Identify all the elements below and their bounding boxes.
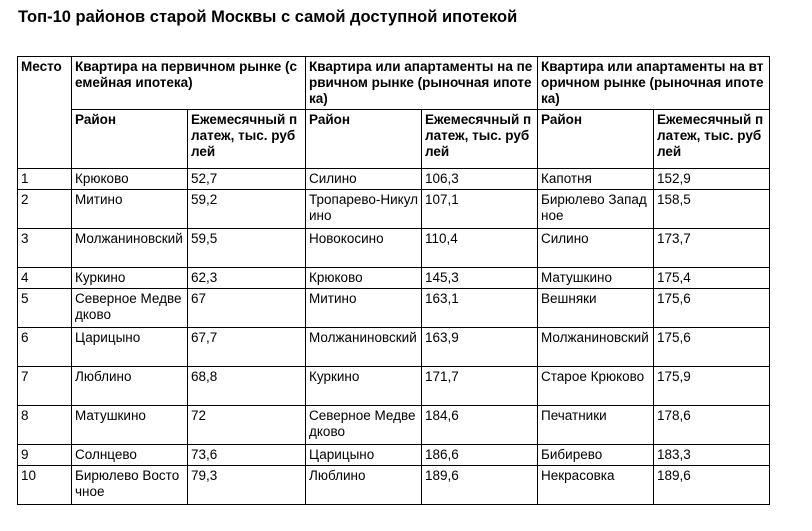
table-row xyxy=(18,289,770,328)
district-cell: Бибирево xyxy=(538,445,654,466)
payment-cell: 106,3 xyxy=(422,169,538,190)
place-cell: 5 xyxy=(18,289,72,328)
payment-cell: 67,7 xyxy=(188,328,306,367)
place-cell: 3 xyxy=(18,229,72,268)
district-cell: Капотня xyxy=(538,169,654,190)
payment-cell: 59,5 xyxy=(188,229,306,268)
place-cell: 7 xyxy=(18,367,72,406)
district-cell: Силино xyxy=(306,169,422,190)
table-row xyxy=(18,367,770,406)
payment-cell: 110,4 xyxy=(422,229,538,268)
table-row xyxy=(18,229,770,268)
payment-cell: 107,1 xyxy=(422,190,538,229)
payment-cell: 62,3 xyxy=(188,268,306,289)
place-cell: 4 xyxy=(18,268,72,289)
district-cell: Люблино xyxy=(72,367,188,406)
payment-cell: 178,6 xyxy=(654,406,770,445)
district-cell: Митино xyxy=(72,190,188,229)
place-cell: 9 xyxy=(18,445,72,466)
payment-cell: 183,3 xyxy=(654,445,770,466)
payment-cell: 72 xyxy=(188,406,306,445)
district-cell: Митино xyxy=(306,289,422,328)
payment-cell: 175,6 xyxy=(654,289,770,328)
payment-cell: 186,6 xyxy=(422,445,538,466)
district-cell: Бирюлево Восточное xyxy=(72,466,188,505)
district-cell: Силино xyxy=(538,229,654,268)
payment-cell: 145,3 xyxy=(422,268,538,289)
group-header-row xyxy=(18,57,770,110)
page-title: Топ-10 районов старой Москвы с самой доступной ипотекой xyxy=(18,8,518,26)
payment-cell: 79,3 xyxy=(188,466,306,505)
district-cell: Царицыно xyxy=(306,445,422,466)
district-cell: Матушкино xyxy=(72,406,188,445)
district-cell: Молжаниновский xyxy=(72,229,188,268)
district-cell: Вешняки xyxy=(538,289,654,328)
district-cell: Печатники xyxy=(538,406,654,445)
district-cell: Царицыно xyxy=(72,328,188,367)
payment-cell: 73,6 xyxy=(188,445,306,466)
place-cell: 10 xyxy=(18,466,72,505)
sub-header-row xyxy=(18,110,770,169)
table-row xyxy=(18,190,770,229)
district-cell: Бирюлево Западное xyxy=(538,190,654,229)
payment-header: Ежемесячный платеж, тыс. рублей xyxy=(654,110,770,169)
district-header: Район xyxy=(306,110,422,169)
district-cell: Матушкино xyxy=(538,268,654,289)
table-row xyxy=(18,445,770,466)
district-cell: Люблино xyxy=(306,466,422,505)
payment-cell: 175,9 xyxy=(654,367,770,406)
payment-cell: 52,7 xyxy=(188,169,306,190)
district-cell: Крюково xyxy=(306,268,422,289)
group-header-secondary-market: Квартира или апартаменты на вторичном рынке (рыночная ипотека) xyxy=(538,57,770,110)
payment-cell: 184,6 xyxy=(422,406,538,445)
payment-header: Ежемесячный платеж, тыс. рублей xyxy=(422,110,538,169)
payment-header: Ежемесячный платеж, тыс. рублей xyxy=(188,110,306,169)
payment-cell: 171,7 xyxy=(422,367,538,406)
district-cell: Тропарево-Никулино xyxy=(306,190,422,229)
payment-cell: 158,5 xyxy=(654,190,770,229)
mortgage-table xyxy=(17,56,770,505)
place-header: Место xyxy=(18,57,72,169)
payment-cell: 59,2 xyxy=(188,190,306,229)
district-cell: Старое Крюково xyxy=(538,367,654,406)
district-cell: Новокосино xyxy=(306,229,422,268)
payment-cell: 152,9 xyxy=(654,169,770,190)
table-row xyxy=(18,466,770,505)
table-row xyxy=(18,268,770,289)
payment-cell: 173,7 xyxy=(654,229,770,268)
district-cell: Северное Медведково xyxy=(72,289,188,328)
payment-cell: 68,8 xyxy=(188,367,306,406)
district-cell: Куркино xyxy=(306,367,422,406)
payment-cell: 175,4 xyxy=(654,268,770,289)
table-row xyxy=(18,328,770,367)
district-cell: Крюково xyxy=(72,169,188,190)
district-cell: Молжаниновский xyxy=(306,328,422,367)
place-cell: 8 xyxy=(18,406,72,445)
place-cell: 2 xyxy=(18,190,72,229)
district-cell: Северное Медведково xyxy=(306,406,422,445)
district-header: Район xyxy=(72,110,188,169)
payment-cell: 189,6 xyxy=(654,466,770,505)
payment-cell: 163,9 xyxy=(422,328,538,367)
district-cell: Солнцево xyxy=(72,445,188,466)
payment-cell: 189,6 xyxy=(422,466,538,505)
district-header: Район xyxy=(538,110,654,169)
group-header-primary-market: Квартира или апартаменты на первичном рынке (рыночная ипотека) xyxy=(306,57,538,110)
place-cell: 6 xyxy=(18,328,72,367)
table-row xyxy=(18,169,770,190)
payment-cell: 163,1 xyxy=(422,289,538,328)
group-header-family: Квартира на первичном рынке (семейная ипотека) xyxy=(72,57,306,110)
district-cell: Некрасовка xyxy=(538,466,654,505)
payment-cell: 67 xyxy=(188,289,306,328)
payment-cell: 175,6 xyxy=(654,328,770,367)
table-row xyxy=(18,406,770,445)
district-cell: Куркино xyxy=(72,268,188,289)
place-cell: 1 xyxy=(18,169,72,190)
district-cell: Молжаниновский xyxy=(538,328,654,367)
